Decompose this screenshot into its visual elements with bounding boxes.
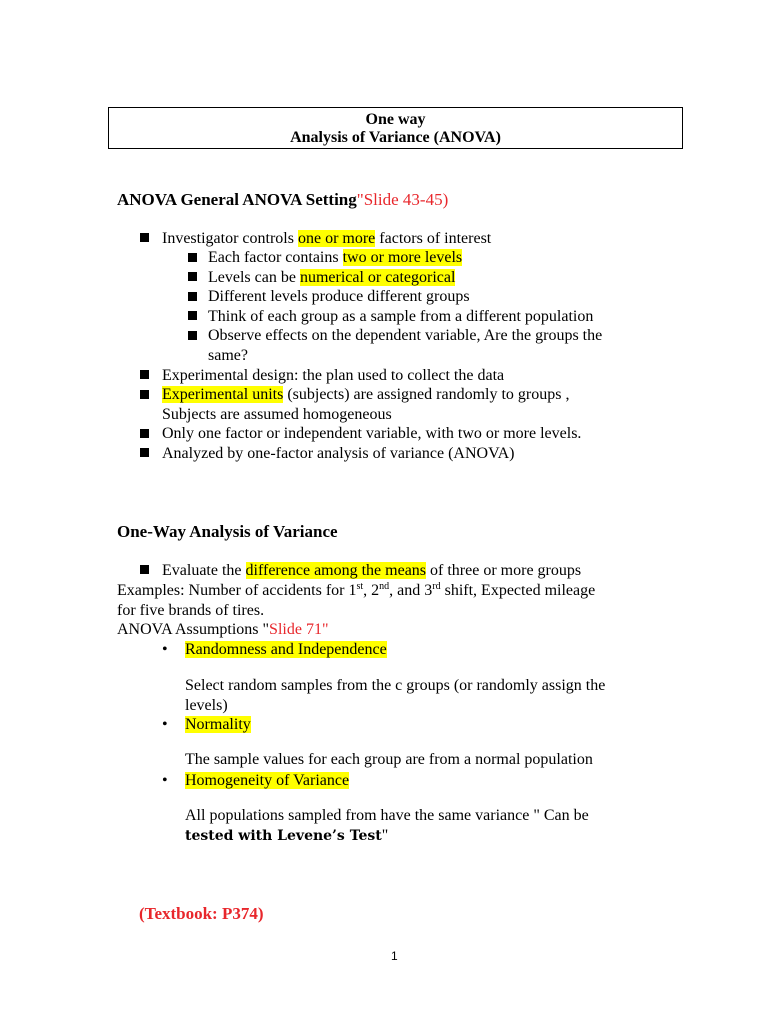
assumption-1 xyxy=(185,640,387,660)
s2-ex-mid2: , and 3 xyxy=(389,582,433,599)
square-bullet-icon xyxy=(140,565,149,574)
s1-b1-pre: Investigator controls xyxy=(162,230,298,247)
s1-bullet-4: Only one factor or independent variable, with two or more levels. xyxy=(162,425,582,442)
assumption-2-desc: The sample values for each group are from a normal population xyxy=(185,751,593,768)
s1-s5-line2: same? xyxy=(208,346,248,364)
round-bullet-icon: • xyxy=(162,772,168,789)
s1-s1-highlight: two or more levels xyxy=(342,249,463,266)
s2-assump-slide-ref: Slide 71" xyxy=(269,621,329,638)
square-bullet-icon xyxy=(140,429,149,438)
assumption-2-label: Normality xyxy=(185,716,251,733)
assumption-1-desc xyxy=(185,676,605,715)
s2-b1-pre: Evaluate the xyxy=(162,562,246,579)
s1-s1-pre: Each factor contains xyxy=(208,249,343,266)
assumption-1-label: Randomness and Independence xyxy=(185,641,387,658)
square-bullet-icon xyxy=(188,253,197,262)
s1-b1-post: factors of interest xyxy=(375,230,492,247)
s1-bullet-3 xyxy=(162,385,569,424)
assumption-3-desc-end: " xyxy=(381,826,389,844)
s2-ex-pre: Examples: Number of accidents for 1 xyxy=(117,582,357,599)
square-bullet-icon xyxy=(140,370,149,379)
s1-bullet-2: Experimental design: the plan used to collect the data xyxy=(162,367,505,384)
square-bullet-icon xyxy=(140,448,149,457)
square-bullet-icon xyxy=(188,311,197,320)
s1-s5-line1: Observe effects on the dependent variable, Are the groups the xyxy=(208,327,603,344)
section1-heading xyxy=(117,190,448,210)
round-bullet-icon: • xyxy=(162,716,168,733)
s1-b3-line2: Subjects are assumed homogeneous xyxy=(162,405,392,423)
s1-sub-bullet-2 xyxy=(208,268,455,288)
assumption-3-desc-line1: All populations sampled from have the same variance " Can be xyxy=(185,807,589,824)
title-box xyxy=(108,107,683,149)
assumption-3-desc xyxy=(185,806,589,846)
s2-ex-post: shift, Expected mileage xyxy=(440,582,596,599)
s2-ex-mid1: , 2 xyxy=(363,582,380,599)
assumption-3-desc-bold: tested with Levene’s Test xyxy=(185,827,382,844)
assumption-3-label: Homogeneity of Variance xyxy=(185,772,350,789)
s1-bullet-5: Analyzed by one-factor analysis of variance (ANOVA) xyxy=(162,445,515,462)
s1-sub-bullet-1 xyxy=(208,248,462,268)
s2-assump-pre: ANOVA Assumptions " xyxy=(117,621,270,638)
s2-examples xyxy=(117,581,595,620)
s1-b1-highlight: one or more xyxy=(297,230,376,247)
assumption-1-desc-line1: Select random samples from the c groups (or randomly assign the xyxy=(185,677,606,694)
s2-assumptions xyxy=(117,620,328,640)
s2-b1-highlight: difference among the means xyxy=(245,562,427,579)
square-bullet-icon xyxy=(188,272,197,281)
s2-ex-sup1: st xyxy=(356,581,364,592)
square-bullet-icon xyxy=(188,292,197,301)
section2-heading: One-Way Analysis of Variance xyxy=(117,522,338,541)
s2-ex-sup3: rd xyxy=(432,581,441,592)
page-number: 1 xyxy=(391,949,398,963)
assumption-2 xyxy=(185,715,251,735)
s2-b1-post: of three or more groups xyxy=(426,562,582,579)
title-line-1: One way xyxy=(365,111,426,128)
s1-bullet-1 xyxy=(162,229,491,249)
textbook-reference: (Textbook: P374) xyxy=(139,904,264,923)
square-bullet-icon xyxy=(188,331,197,340)
s1-sub-bullet-4: Think of each group as a sample from a different population xyxy=(208,308,594,325)
assumption-3 xyxy=(185,771,349,791)
s2-bullet-1 xyxy=(162,561,581,581)
square-bullet-icon xyxy=(140,390,149,399)
section1-slide-ref: "Slide 43-45) xyxy=(356,190,449,209)
square-bullet-icon xyxy=(140,233,149,242)
round-bullet-icon: • xyxy=(162,641,168,658)
s2-ex-line2: for five brands of tires. xyxy=(117,601,265,619)
title-line-2: Analysis of Variance (ANOVA) xyxy=(290,129,501,146)
s1-s2-highlight: numerical or categorical xyxy=(299,269,456,286)
section1-heading-text: ANOVA General ANOVA Setting xyxy=(117,190,357,209)
s1-b3-post: (subjects) are assigned randomly to groups , xyxy=(283,386,570,403)
s1-b3-highlight: Experimental units xyxy=(162,386,284,403)
s1-s2-pre: Levels can be xyxy=(208,269,300,286)
s2-ex-sup2: nd xyxy=(379,581,390,592)
s1-sub-bullet-3: Different levels produce different groups xyxy=(208,288,470,305)
assumption-1-desc-line2: levels) xyxy=(185,696,228,714)
s1-sub-bullet-5 xyxy=(208,326,602,365)
